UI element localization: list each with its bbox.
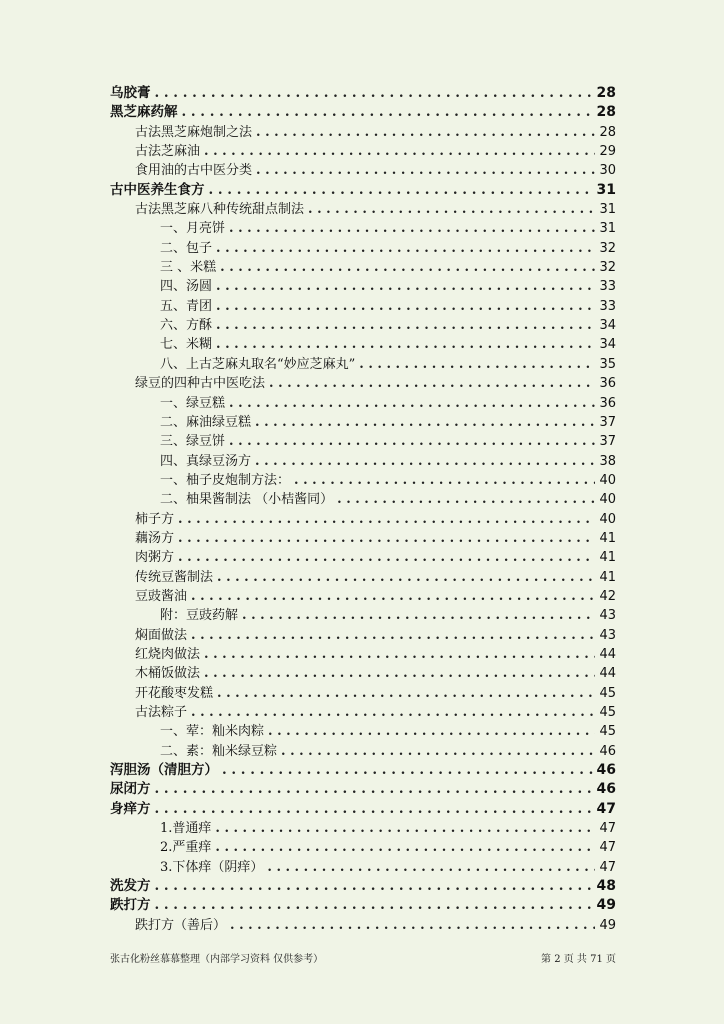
toc-entry-page: 46: [599, 743, 616, 759]
toc-entry-page: 45: [599, 705, 616, 720]
toc-entry[interactable]: [110, 239, 616, 258]
toc-entry-page: 49: [596, 897, 616, 914]
toc-entry[interactable]: [110, 355, 616, 374]
toc-entry[interactable]: [110, 568, 616, 587]
toc-dot-leader: [216, 239, 595, 258]
toc-dot-leader: [268, 722, 595, 741]
toc-entry[interactable]: [110, 761, 616, 780]
toc-entry-page: 37: [599, 414, 616, 430]
toc-entry-title: 肉粥方: [135, 550, 175, 566]
toc-dot-leader: [220, 258, 595, 277]
toc-entry-title: 二、素：籼米绿豆粽: [160, 743, 278, 759]
toc-entry-title: 2.严重痒: [160, 840, 212, 856]
toc-entry[interactable]: [110, 219, 616, 238]
toc-dot-leader: [182, 103, 593, 122]
toc-entry-title: 一、月亮饼: [160, 221, 226, 237]
toc-entry-title: 乌胶膏: [110, 85, 151, 101]
toc-entry-title: 一、绿豆糕: [160, 395, 226, 411]
toc-entry-page: 43: [599, 627, 616, 643]
toc-entry[interactable]: [110, 123, 616, 142]
toc-entry-title: 泻胆汤（清胆方）: [110, 762, 218, 779]
toc-entry-title: 古法黑芝麻炮制之法: [135, 124, 253, 140]
toc-entry[interactable]: [110, 858, 616, 877]
toc-entry-page: 45: [599, 724, 616, 740]
toc-dot-leader: [308, 200, 595, 219]
toc-entry-title: 跌打方（善后）: [135, 917, 227, 933]
toc-entry-page: 33: [599, 298, 616, 314]
toc-entry[interactable]: [110, 103, 616, 122]
toc-dot-leader: [242, 606, 595, 625]
toc-dot-leader: [294, 471, 595, 490]
toc-entry[interactable]: [110, 800, 616, 819]
toc-entry[interactable]: [110, 587, 616, 606]
toc-entry-title: 1.普通痒: [160, 821, 212, 837]
footer-page-number: 第 2 页 共 71 页: [541, 954, 616, 965]
toc-entry[interactable]: [110, 335, 616, 354]
toc-entry-title: 3.下体痒（阴痒）: [160, 859, 264, 875]
toc-dot-leader: [191, 626, 595, 645]
toc-entry[interactable]: [110, 84, 616, 103]
toc-entry[interactable]: [110, 896, 616, 915]
toc-entry-title: 四、真绿豆汤方: [160, 453, 252, 469]
toc-entry-title: 附：豆豉药解: [160, 608, 239, 624]
toc-entry-title: 二、麻油绿豆糕: [160, 414, 252, 430]
toc-dot-leader: [178, 529, 595, 548]
toc-dot-leader: [215, 838, 595, 857]
toc-dot-leader: [229, 219, 595, 238]
toc-entry[interactable]: [110, 452, 616, 471]
toc-entry[interactable]: [110, 664, 616, 683]
toc-entry[interactable]: [110, 703, 616, 722]
toc-entry-page: 45: [599, 685, 616, 701]
toc-entry-page: 49: [599, 917, 616, 933]
toc-entry-page: 28: [599, 124, 616, 140]
toc-entry-page: 36: [599, 376, 616, 392]
toc-entry-page: 33: [599, 279, 616, 295]
toc-dot-leader: [337, 490, 595, 509]
toc-entry-page: 41: [599, 530, 616, 546]
toc-dot-leader: [255, 413, 595, 432]
toc-entry-title: 一、柚子皮炮制方法：: [160, 472, 291, 488]
toc-dot-leader: [229, 432, 595, 451]
toc-entry-title: 洗发方: [110, 878, 151, 895]
toc-dot-leader: [155, 84, 593, 103]
toc-entry[interactable]: [110, 297, 616, 316]
toc-entry[interactable]: [110, 316, 616, 335]
toc-entry-title: 豆豉酱油: [135, 588, 188, 604]
toc-entry-page: 47: [596, 800, 616, 817]
toc-entry[interactable]: [110, 432, 616, 451]
toc-entry-title: 古中医养生食方: [110, 181, 205, 198]
toc-dot-leader: [204, 664, 595, 683]
toc-entry-page: 29: [599, 144, 616, 160]
toc-dot-leader: [204, 645, 595, 664]
toc-dot-leader: [230, 916, 595, 935]
toc-dot-leader: [255, 452, 595, 471]
toc-entry-page: 44: [599, 646, 616, 662]
toc-entry-page: 37: [599, 434, 616, 450]
toc-entry[interactable]: [110, 277, 616, 296]
toc-entry-title: 食用油的古中医分类: [135, 163, 253, 179]
toc-entry-title: 四、汤圆: [160, 279, 213, 295]
toc-entry-page: 35: [599, 356, 616, 372]
toc-dot-leader: [216, 335, 595, 354]
toc-dot-leader: [155, 896, 593, 915]
toc-entry-page: 34: [599, 337, 616, 353]
toc-entry[interactable]: [110, 548, 616, 567]
toc-entry-page: 31: [596, 181, 616, 198]
toc-entry-title: 二、柚果酱制法 （小桔酱同）: [160, 492, 334, 508]
toc-entry-page: 38: [599, 453, 616, 469]
toc-entry-page: 40: [599, 511, 616, 527]
toc-entry-page: 34: [599, 318, 616, 334]
toc-dot-leader: [229, 394, 595, 413]
toc-entry-page: 30: [599, 163, 616, 179]
toc-entry-title: 木桶饭做法: [135, 666, 201, 682]
toc-dot-leader: [155, 800, 593, 819]
toc-entry-page: 40: [599, 492, 616, 508]
toc-entry[interactable]: [110, 394, 616, 413]
toc-entry-title: 古法粽子: [135, 705, 188, 720]
toc-entry-page: 47: [599, 840, 616, 856]
toc-entry-page: 31: [599, 221, 616, 237]
toc-entry-title: 开花酸枣发糕: [135, 685, 214, 701]
toc-entry[interactable]: [110, 819, 616, 838]
toc-entry-page: 40: [599, 472, 616, 488]
toc-entry-page: 41: [599, 569, 616, 585]
toc-entry-page: 32: [599, 240, 616, 256]
toc-entry[interactable]: [110, 471, 616, 490]
toc-dot-leader: [215, 819, 595, 838]
toc-entry-title: 绿豆的四种古中医吃法: [135, 376, 266, 392]
toc-entry-title: 五、青团: [160, 298, 213, 314]
toc-dot-leader: [281, 742, 595, 761]
toc-dot-leader: [209, 181, 593, 200]
toc-dot-leader: [267, 858, 595, 877]
table-of-contents: [110, 84, 616, 935]
toc-dot-leader: [359, 355, 595, 374]
toc-entry-title: 传统豆酱制法: [135, 569, 214, 585]
toc-entry[interactable]: [110, 142, 616, 161]
toc-entry-page: 42: [599, 588, 616, 604]
toc-entry[interactable]: [110, 161, 616, 180]
toc-entry-title: 一、荤：籼米肉粽: [160, 724, 265, 740]
toc-entry-page: 46: [596, 781, 616, 798]
toc-entry-page: 41: [599, 550, 616, 566]
toc-entry-title: 八、上古芝麻丸取名“妙应芝麻丸”: [160, 356, 356, 372]
toc-entry-title: 三 、米糕: [160, 260, 217, 276]
toc-entry[interactable]: [110, 200, 616, 219]
toc-entry-title: 身痒方: [110, 800, 151, 817]
toc-dot-leader: [256, 123, 595, 142]
toc-entry-title: 七、米糊: [160, 337, 213, 353]
toc-entry-title: 尿闭方: [110, 781, 151, 798]
toc-entry[interactable]: [110, 258, 616, 277]
toc-dot-leader: [222, 761, 593, 780]
toc-entry-page: 44: [599, 666, 616, 682]
toc-entry-title: 六、方酥: [160, 318, 213, 334]
toc-entry-page: 43: [599, 608, 616, 624]
toc-entry[interactable]: [110, 838, 616, 857]
toc-entry-page: 31: [599, 202, 616, 218]
toc-dot-leader: [155, 780, 593, 799]
toc-entry[interactable]: [110, 780, 616, 799]
toc-entry-page: 48: [596, 878, 616, 895]
page-footer: [110, 950, 616, 965]
toc-entry[interactable]: [110, 529, 616, 548]
toc-dot-leader: [178, 510, 595, 529]
toc-entry[interactable]: [110, 490, 616, 509]
footer-source-note: 张古化粉丝慕慕整理（内部学习资料 仅供参考）: [110, 954, 324, 965]
toc-dot-leader: [217, 568, 595, 587]
toc-dot-leader: [178, 548, 595, 567]
toc-entry[interactable]: [110, 916, 616, 935]
toc-entry[interactable]: [110, 374, 616, 393]
toc-entry[interactable]: [110, 645, 616, 664]
toc-entry-title: 藕汤方: [135, 530, 175, 546]
toc-entry[interactable]: [110, 684, 616, 703]
toc-entry-page: 28: [596, 85, 616, 101]
toc-entry-title: 二、包子: [160, 240, 213, 256]
toc-dot-leader: [256, 161, 595, 180]
toc-dot-leader: [216, 277, 595, 296]
toc-entry-page: 32: [599, 260, 616, 276]
toc-entry-page: 47: [599, 859, 616, 875]
toc-entry[interactable]: [110, 510, 616, 529]
toc-dot-leader: [269, 374, 595, 393]
toc-entry-title: 黑芝麻药解: [110, 104, 178, 121]
toc-entry-title: 三、绿豆饼: [160, 434, 226, 450]
toc-entry-page: 36: [599, 395, 616, 411]
toc-entry[interactable]: [110, 606, 616, 625]
toc-entry-title: 红烧肉做法: [135, 646, 201, 662]
toc-dot-leader: [191, 703, 595, 722]
toc-dot-leader: [216, 316, 595, 335]
toc-dot-leader: [204, 142, 595, 161]
toc-dot-leader: [216, 297, 595, 316]
toc-entry-title: 古法黑芝麻八种传统甜点制法: [135, 202, 305, 218]
toc-entry[interactable]: [110, 722, 616, 741]
toc-dot-leader: [191, 587, 595, 606]
toc-entry-page: 28: [596, 104, 616, 121]
toc-entry-page: 46: [596, 762, 616, 779]
toc-dot-leader: [217, 684, 595, 703]
toc-entry[interactable]: [110, 877, 616, 896]
toc-entry-page: 47: [599, 821, 616, 837]
toc-entry[interactable]: [110, 742, 616, 761]
toc-entry[interactable]: [110, 413, 616, 432]
toc-entry[interactable]: [110, 626, 616, 645]
toc-dot-leader: [155, 877, 593, 896]
toc-entry-title: 跌打方: [110, 897, 151, 914]
toc-entry-title: 柿子方: [135, 511, 175, 527]
toc-entry-title: 焖面做法: [135, 627, 188, 643]
toc-entry[interactable]: [110, 181, 616, 200]
toc-entry-title: 古法芝麻油: [135, 144, 201, 160]
